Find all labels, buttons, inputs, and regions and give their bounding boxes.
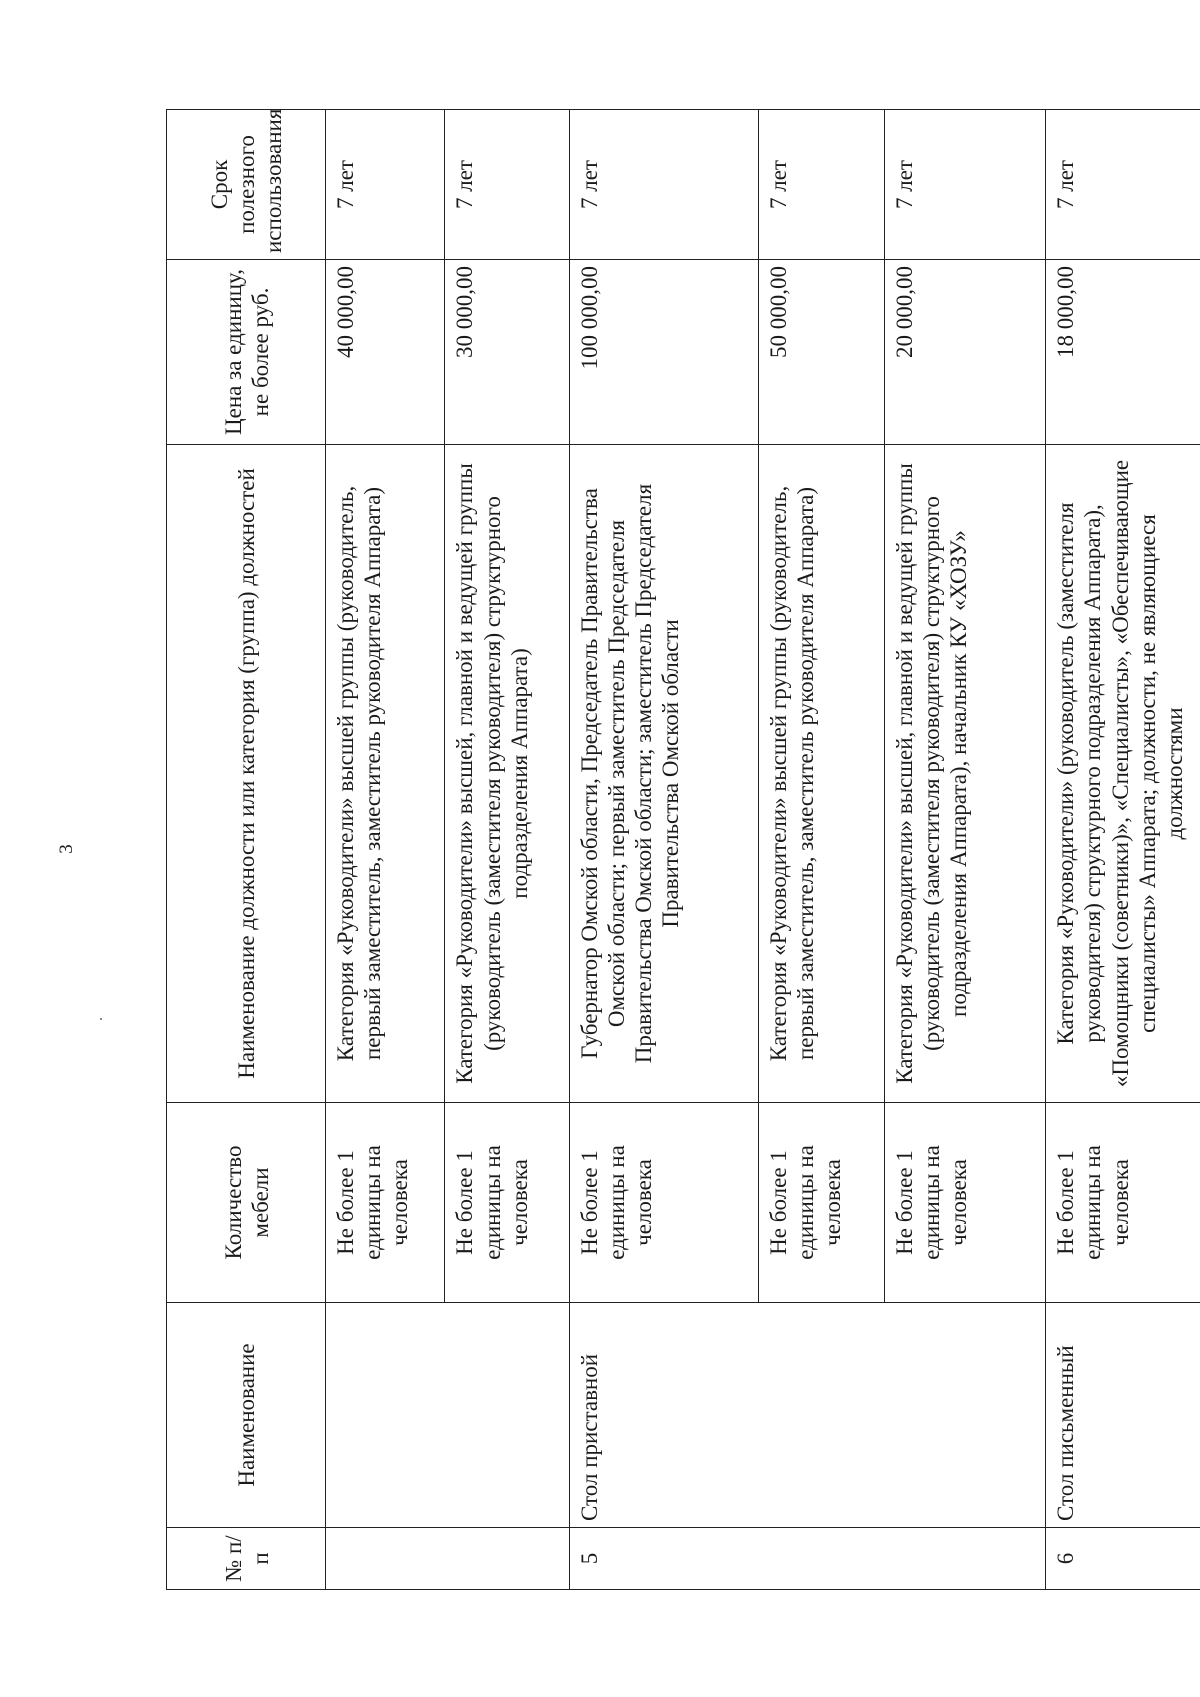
cell-term: 7 лет xyxy=(570,110,759,260)
table-row xyxy=(570,110,759,1590)
cell-term: 7 лет xyxy=(885,110,1046,260)
cell-qty: Не более 1 единицы на человека xyxy=(885,1103,1046,1303)
cell-category: Категория «Руководители» (руководитель (заместителя руководителя) структурного подразделения Аппарата), «Помощники (советники)», «Специалисты», «Обеспечивающие специалисты» Аппарата; должности, не являющиеся должностями xyxy=(1046,445,1200,1103)
cell-category: Категория «Руководители» высшей, главной и ведущей группы (руководитель (заместителя руководителя) структурного подразделения Аппарата) xyxy=(445,445,570,1103)
cell-qty: Не более 1 единицы на человека xyxy=(570,1103,759,1303)
cell-price: 50 000,00 xyxy=(759,260,885,445)
header-category: Наименование должности или категория (группа) должностей xyxy=(167,445,326,1103)
cell-price: 30 000,00 xyxy=(445,260,570,445)
rotated-table-container xyxy=(166,110,1200,1590)
header-qty: Количество мебели xyxy=(167,1103,326,1303)
header-num: № п/п xyxy=(167,1528,326,1590)
cell-category: Губернатор Омской области, Председатель Правительства Омской области; первый заместитель Председателя Правительства Омской области; заместитель Председателя Правительства Омской области xyxy=(570,445,759,1103)
page-number: 3 xyxy=(55,844,77,854)
cell-num: 5 xyxy=(570,1528,1046,1590)
cell-term: 7 лет xyxy=(325,110,445,260)
cell-num xyxy=(325,1528,569,1590)
cell-qty: Не более 1 единицы на человека xyxy=(1046,1103,1200,1303)
cell-qty: Не более 1 единицы на человека xyxy=(445,1103,570,1303)
furniture-norms-table xyxy=(166,109,1200,1590)
cell-qty: Не более 1 единицы на человека xyxy=(759,1103,885,1303)
cell-term: 7 лет xyxy=(1046,110,1200,260)
cell-price: 100 000,00 xyxy=(570,260,759,445)
cell-category: Категория «Руководители» высшей группы (руководитель, первый заместитель, заместитель руководителя Аппарата) xyxy=(759,445,885,1103)
header-name: Наименование xyxy=(167,1303,326,1528)
cell-name xyxy=(325,1303,569,1528)
cell-price: 20 000,00 xyxy=(885,260,1046,445)
table-header-row xyxy=(167,110,326,1590)
cell-qty: Не более 1 единицы на человека xyxy=(325,1103,445,1303)
table-row xyxy=(325,110,445,1590)
cell-price: 18 000,00 xyxy=(1046,260,1200,445)
cell-price: 40 000,00 xyxy=(325,260,445,445)
cell-num: 6 xyxy=(1046,1528,1200,1590)
table-row xyxy=(1046,110,1200,1590)
cell-category: Категория «Руководители» высшей, главной и ведущей группы (руководитель (заместителя руководителя) структурного подразделения Аппарата), начальник КУ «ХОЗУ» xyxy=(885,445,1046,1103)
cell-name: Стол письменный xyxy=(1046,1303,1200,1528)
cell-term: 7 лет xyxy=(759,110,885,260)
header-price: Цена за единицу, не более руб. xyxy=(167,260,326,445)
cell-term: 7 лет xyxy=(445,110,570,260)
cell-category: Категория «Руководители» высшей группы (руководитель, первый заместитель, заместитель руководителя Аппарата) xyxy=(325,445,445,1103)
cell-name: Стол приставной xyxy=(570,1303,1046,1528)
header-term: Срок полезного использования xyxy=(167,110,326,260)
scan-speck xyxy=(100,1018,102,1020)
